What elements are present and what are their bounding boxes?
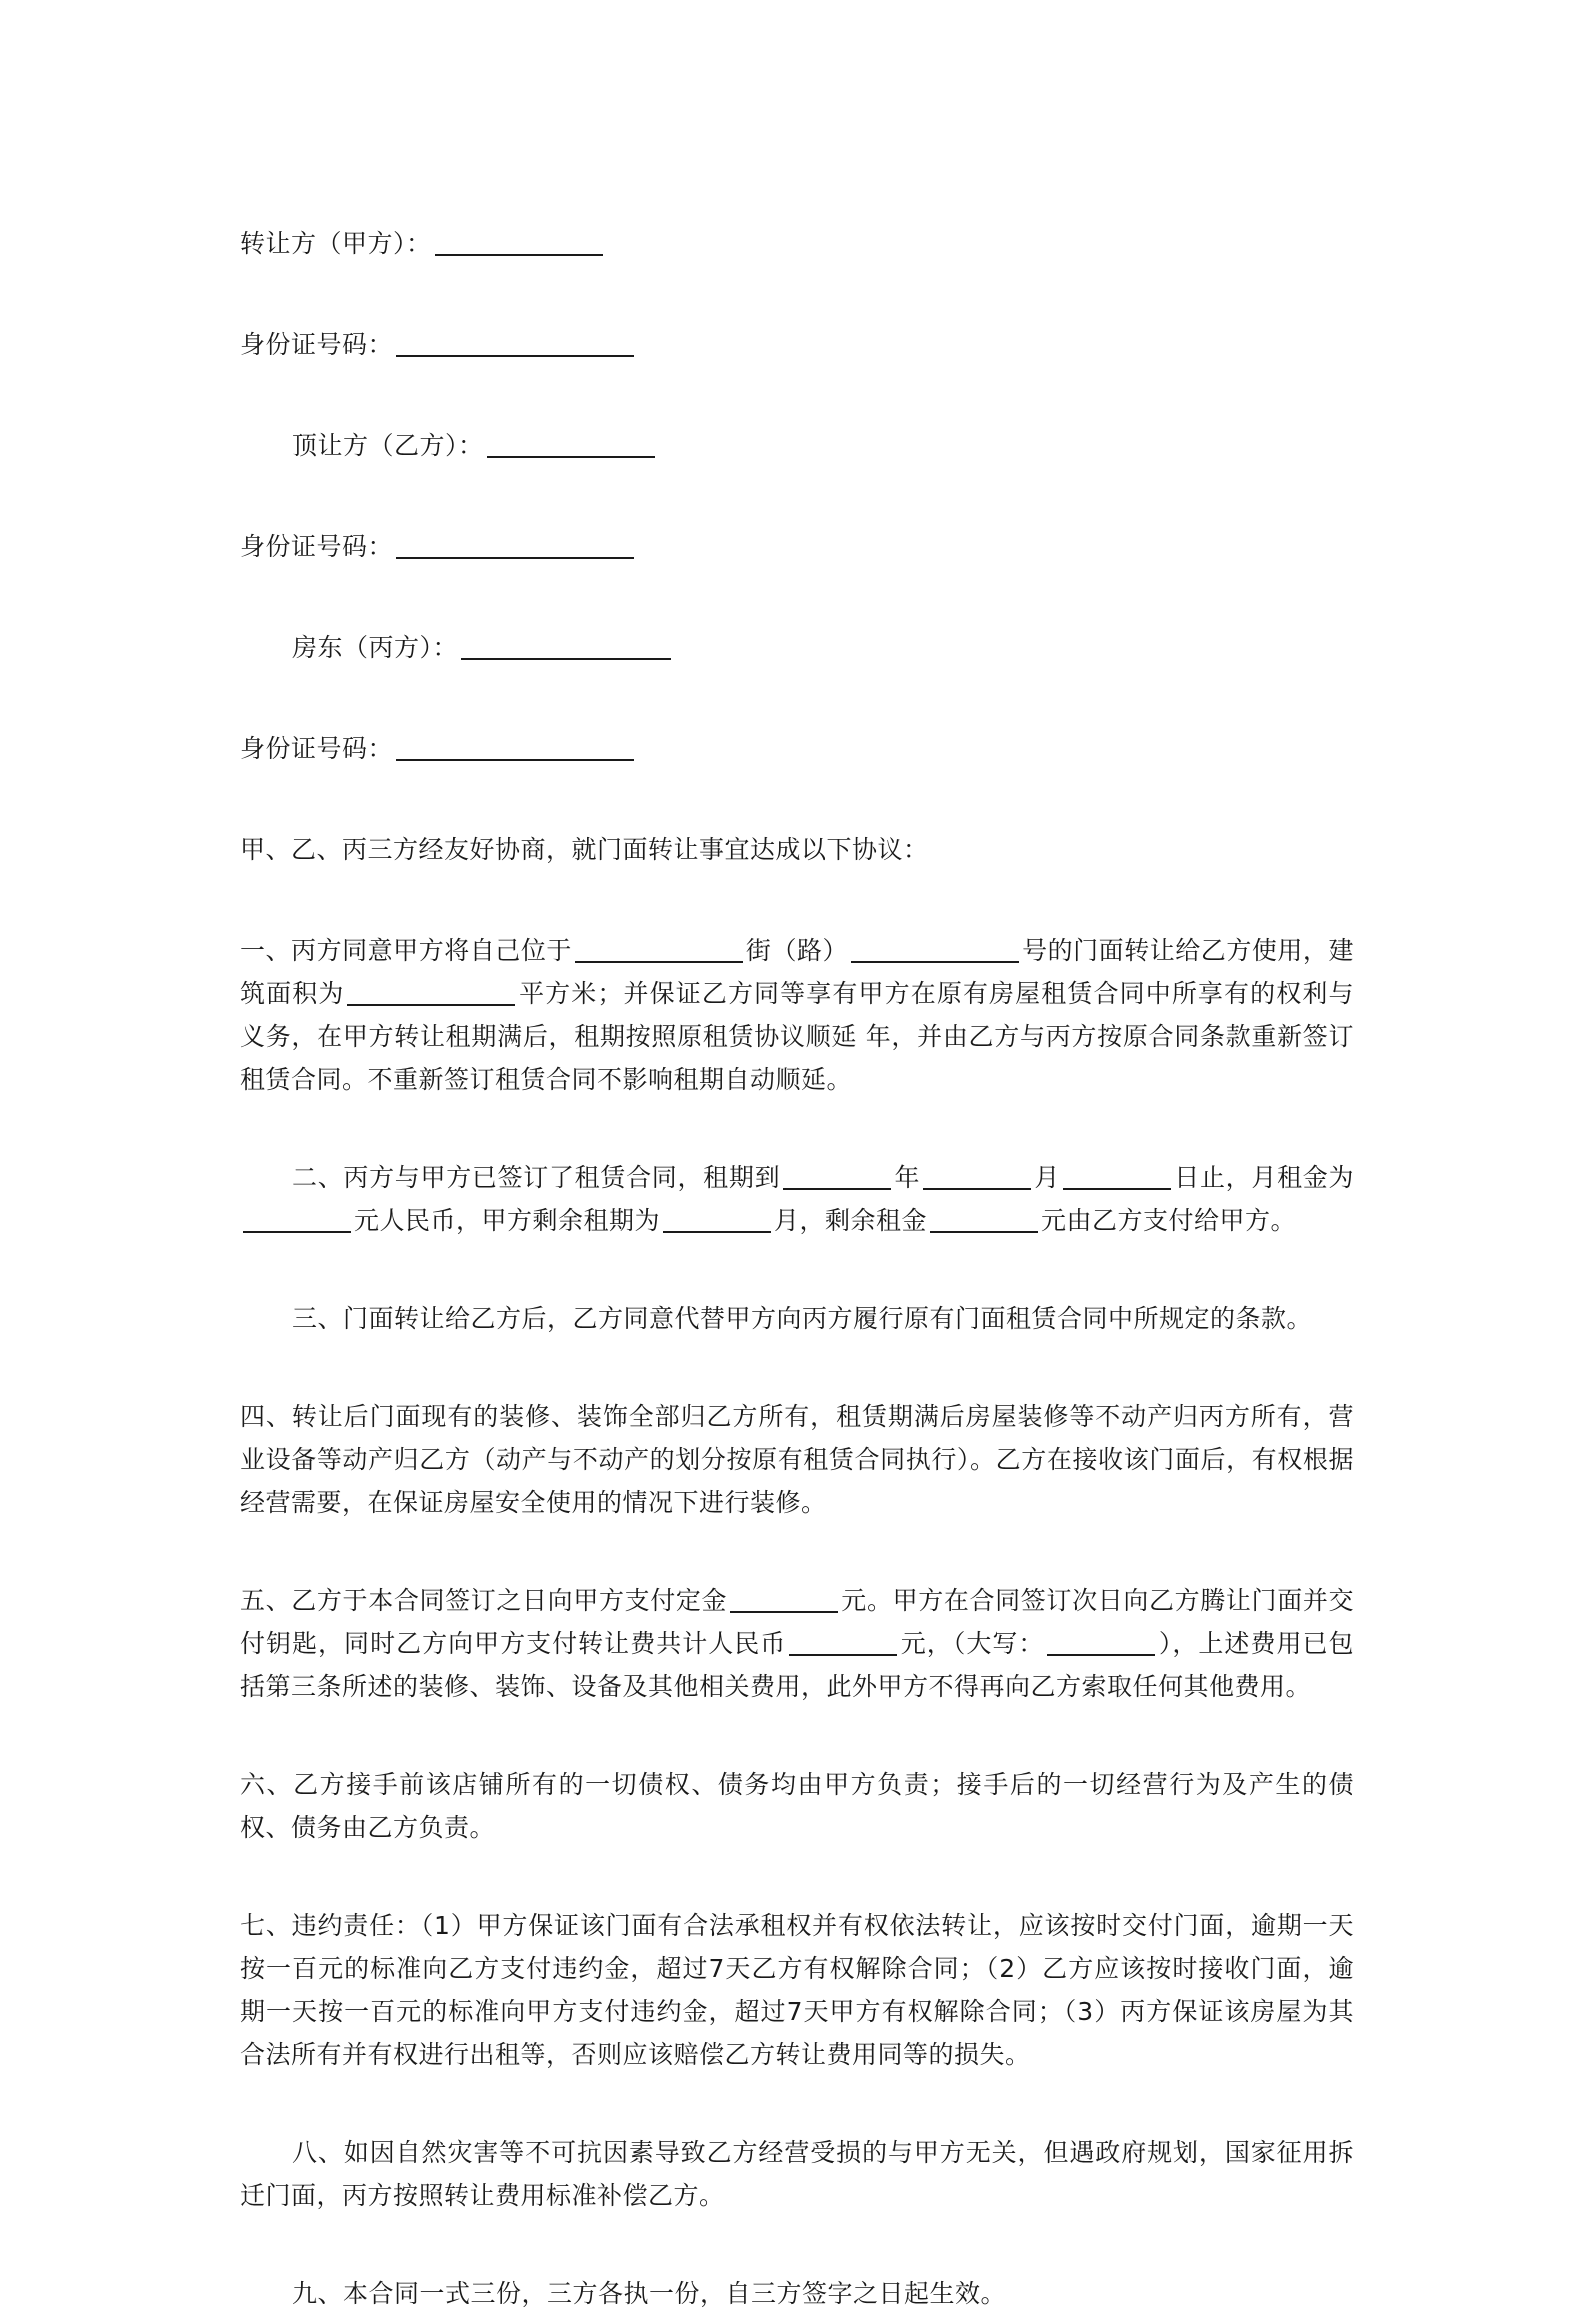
transferor-blank[interactable] <box>435 228 603 256</box>
clause-4: 四、转让后门面现有的装修、装饰全部归乙方所有，租赁期满后房屋装修等不动产归丙方所有，营业设备等动产归乙方（动产与不动产的划分按原有租赁合同执行）。乙方在接收该门面后，有权根据经营需要，在保证房屋安全使用的情况下进行装修。 <box>240 1402 1354 1517</box>
landlord-id-blank[interactable] <box>396 733 634 761</box>
transferor-id-line <box>240 323 1354 366</box>
clause-2-text-f: 月，剩余租金 <box>774 1206 928 1235</box>
clause-1-text-c: 号的门面转让给乙方使用，建筑面积为 <box>240 936 1354 1008</box>
clause-2-text-g: 元由乙方支付给甲方。 <box>1041 1206 1297 1235</box>
clause-3: 三、门面转让给乙方后，乙方同意代替甲方向丙方履行原有门面租赁合同中所规定的条款。 <box>292 1304 1313 1333</box>
clause-1-text-d: 平方米；并保证乙方同等享有甲方在原有房屋租赁合同中所享有的权利与义务，在甲方转让租期满后，租期按照原租赁协议顺延 年，并由乙方与丙方按原合同条款重新签订租赁合同。不重新签订租赁合同不影响租期自动顺延。 <box>240 979 1354 1094</box>
landlord-id-label: 身份证号码： <box>240 734 394 763</box>
landlord-label: 房东（丙方）： <box>292 633 459 662</box>
transferee-id-label: 身份证号码： <box>240 532 394 561</box>
intro-paragraph: 甲、乙、丙三方经友好协商，就门面转让事宜达成以下协议： <box>240 835 929 864</box>
clause-5-text-b: 元。甲方在合同签订次日向乙方腾让门面并交付钥匙，同时乙方向甲方支付转让费共计人民币 <box>240 1586 1354 1658</box>
lease-year-blank[interactable] <box>783 1162 891 1190</box>
clause-1 <box>240 929 1354 1101</box>
clause-6: 六、乙方接手前该店铺所有的一切债权、债务均由甲方负责；接手后的一切经营行为及产生的债权、债务由乙方负责。 <box>240 1770 1354 1842</box>
remaining-rent-blank[interactable] <box>930 1205 1038 1233</box>
clause-1-text-a: 一、丙方同意甲方将自己位于 <box>240 936 572 965</box>
clause-2-text-b: 年 <box>894 1163 921 1192</box>
transferee-id-blank[interactable] <box>396 531 634 559</box>
transferee-id-line <box>240 525 1354 568</box>
clause-9: 九、本合同一式三份，三方各执一份，自三方签字之日起生效。 <box>292 2279 1007 2308</box>
transferor-line <box>240 222 1354 265</box>
amount-in-words-blank[interactable] <box>1047 1628 1155 1656</box>
landlord-id-line <box>240 727 1354 770</box>
clause-5-text-d: ），上述费用已包括第三条所述的装修、装饰、设备及其他相关费用，此外甲方不得再向乙方索取任何其他费用。 <box>240 1629 1354 1701</box>
transferor-label: 转让方（甲方）： <box>240 229 432 258</box>
transferee-blank[interactable] <box>487 430 655 458</box>
transferor-id-blank[interactable] <box>396 329 634 357</box>
clause-2-text-d: 日止，月租金为 <box>1174 1163 1354 1192</box>
transferor-id-label: 身份证号码： <box>240 330 394 359</box>
clause-2 <box>240 1156 1354 1242</box>
lease-month-blank[interactable] <box>923 1162 1031 1190</box>
clause-2-text-e: 元人民币，甲方剩余租期为 <box>354 1206 661 1235</box>
deposit-blank[interactable] <box>730 1585 838 1613</box>
lease-day-blank[interactable] <box>1063 1162 1171 1190</box>
clause-7: 七、违约责任：（1）甲方保证该门面有合法承租权并有权依法转让，应该按时交付门面，逾期一天按一百元的标准向乙方支付违约金，超过7天乙方有权解除合同；（2）乙方应该按时接收门面，逾期一天按一百元的标准向甲方支付违约金，超过7天甲方有权解除合同；（3）丙方保证该房屋为其合法所有并有权进行出租等，否则应该赔偿乙方转让费用同等的损失。 <box>240 1911 1354 2069</box>
area-blank[interactable] <box>347 978 515 1006</box>
clause-5-text-c: 元，（大写： <box>900 1629 1045 1658</box>
clause-2-text-c: 月 <box>1034 1163 1061 1192</box>
clause-5-text-a: 五、乙方于本合同签订之日向甲方支付定金 <box>240 1586 728 1615</box>
landlord-line <box>240 626 1354 669</box>
remaining-months-blank[interactable] <box>663 1205 771 1233</box>
clause-1-text-b: 街（路） <box>745 936 849 965</box>
monthly-rent-blank[interactable] <box>243 1205 351 1233</box>
clause-5 <box>240 1579 1354 1708</box>
street-blank[interactable] <box>575 935 743 963</box>
landlord-blank[interactable] <box>461 632 671 660</box>
clause-2-text-a: 二、丙方与甲方已签订了租赁合同，租期到 <box>292 1163 781 1192</box>
number-blank[interactable] <box>851 935 1019 963</box>
transferee-line <box>240 424 1354 467</box>
clause-8: 八、如因自然灾害等不可抗因素导致乙方经营受损的与甲方无关，但遇政府规划，国家征用拆迁门面，丙方按照转让费用标准补偿乙方。 <box>240 2138 1354 2210</box>
transferee-label: 顶让方（乙方）： <box>292 431 484 460</box>
transfer-fee-blank[interactable] <box>789 1628 897 1656</box>
